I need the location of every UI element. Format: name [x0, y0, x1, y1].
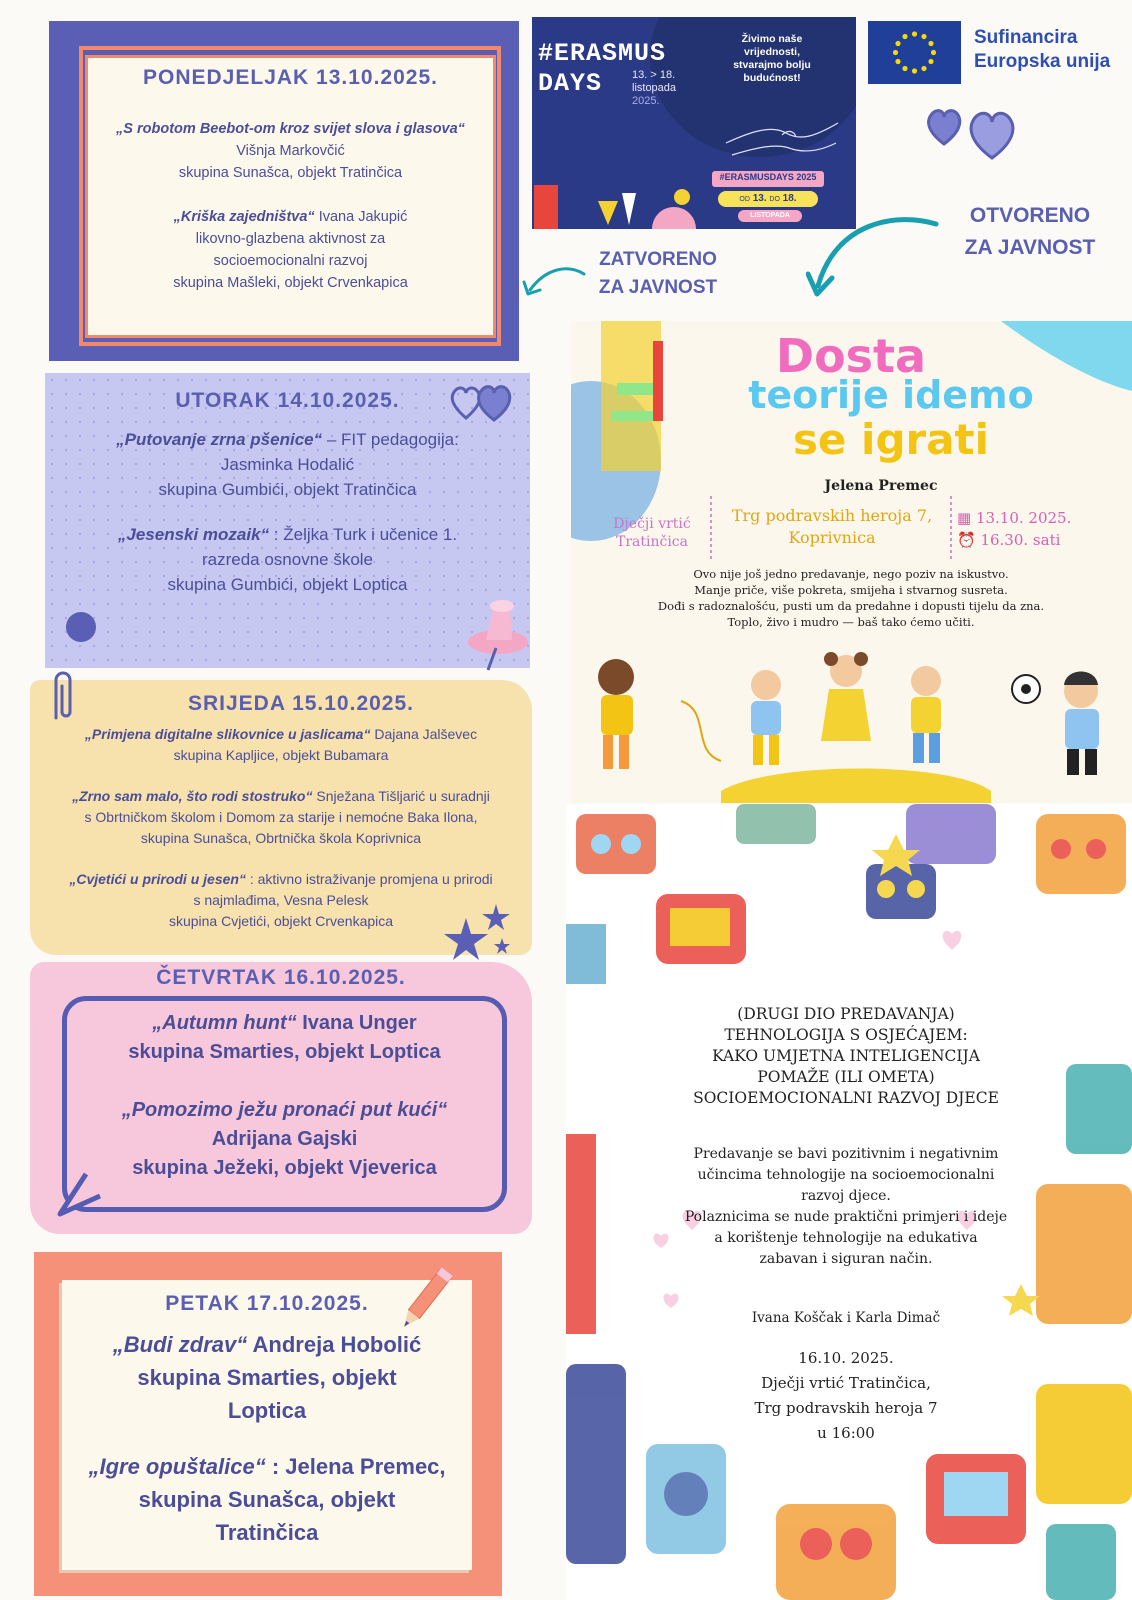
tuesday-event-1-title: „Putovanje zrna pšenice“ — [116, 430, 323, 449]
pencil-icon — [394, 1262, 456, 1338]
workshop-poster — [571, 321, 1132, 803]
tuesday-event-1-rest: – FIT pedagogija: — [322, 430, 459, 449]
thursday-speech-bubble — [62, 996, 507, 1212]
arrow-down-icon — [806, 212, 942, 304]
monday-card — [85, 55, 496, 338]
monday-event-2-line3: socioemocionalni razvoj — [213, 253, 368, 269]
poster-desc-1: Ovo nije još jedno predavanje, nego poziv na iskustvo. — [693, 567, 1009, 581]
pushpin-icon — [460, 592, 532, 672]
lecture-desc-3: razvoj djece. — [801, 1188, 891, 1204]
closed-label-2: ZA JAVNOST — [598, 277, 718, 298]
thursday-event-2-title: „Pomozimo ježu pronaći put kući“ — [121, 1099, 448, 1121]
paperclip-icon — [46, 668, 80, 726]
erasmus-month: LISTOPADA — [738, 210, 802, 222]
lecture-place-1: Dječji vrtić Tratinčica, — [761, 1374, 931, 1392]
calendar-icon: ▦ — [957, 509, 976, 527]
lecture-place-2: Trg podravskih heroja 7 — [754, 1399, 938, 1417]
wednesday-event-1-group: skupina Kapljice, objekt Bubamara — [173, 747, 389, 763]
tuesday-event-2-group: skupina Gumbići, objekt Loptica — [167, 575, 408, 594]
wednesday-event-1-rest: Dajana Jalševec — [370, 726, 478, 742]
poster-desc-3: Dođi s radoznalošću, pusti um da predahne i dopusti tijelu da zna. — [657, 599, 1045, 613]
open-label-1: OTVORENO — [969, 204, 1091, 227]
hearts-icon — [448, 378, 518, 424]
poster-address-2: Koprivnica — [788, 528, 876, 547]
lecture-time: u 16:00 — [817, 1424, 875, 1442]
children-illustration — [571, 641, 1132, 803]
eu-stars-icon — [868, 21, 961, 84]
wednesday-event-2-title: „Zrno sam malo, što rodi stostruko“ — [72, 788, 313, 804]
friday-title: PETAK 17.10.2025. — [165, 1292, 369, 1315]
wednesday-event-2-group: skupina Sunašca, Obrtnička škola Koprivnica — [140, 830, 422, 846]
monday-event-2-group: skupina Mašleki, objekt Crvenkapica — [173, 275, 408, 291]
monday-title: PONEDJELJAK 13.10.2025. — [143, 66, 438, 89]
friday-event-2-line2: skupina Sunašca, objekt — [138, 1487, 396, 1512]
wednesday-event-2-line2: s Obrtničkom školom i Domom za starije i nemoćne Baka Ilona, — [84, 809, 478, 825]
wednesday-event-3-line2: s najmlađima, Vesna Pelesk — [193, 892, 369, 908]
poster-address-1: Trg podravskih heroja 7, — [731, 506, 933, 525]
lecture-title-3: KAKO UMJETNA INTELIGENCIJA — [712, 1047, 980, 1065]
tuesday-event-1-group: skupina Gumbići, objekt Tratinčica — [158, 480, 417, 499]
erasmus-slogan-3: stvarajmo bolju — [733, 59, 811, 71]
closed-label-1: ZATVORENO — [599, 249, 717, 270]
tuesday-event-1-author: Jasminka Hodalić — [220, 455, 355, 474]
thursday-title: ČETVRTAK 16.10.2025. — [156, 966, 406, 989]
friday-event-1-line2: skupina Smarties, objekt — [137, 1365, 397, 1390]
erasmus-range-to: DO — [769, 196, 780, 203]
poster-presenter: Jelena Premec — [824, 478, 938, 494]
wednesday-title: SRIJEDA 15.10.2025. — [187, 692, 415, 715]
eu-line-1: Sufinancira — [974, 27, 1078, 48]
clock-icon: ⏰ — [957, 531, 981, 549]
poster-venue-2: Tratinčica — [615, 534, 688, 550]
poster-time: 16.30. sati — [980, 531, 1061, 549]
open-label-2: ZA JAVNOST — [964, 236, 1096, 259]
monday-event-1-group: skupina Sunašca, objekt Tratinčica — [178, 165, 403, 181]
arrow-left-icon — [520, 262, 590, 304]
stars-icon — [442, 902, 522, 968]
monday-event-2-author: Ivana Jakupić — [314, 209, 408, 225]
purple-hearts-icon — [924, 98, 1024, 164]
wednesday-event-3-rest: : aktivno istraživanje promjena u prirodi — [245, 871, 493, 887]
poster-title-1: Dosta — [775, 329, 927, 383]
poster-title-2: teorije idemo — [748, 373, 1034, 417]
erasmus-range-b: 18. — [782, 193, 797, 204]
erasmus-slogan-1: Živimo naše — [741, 33, 803, 45]
tuesday-event-2-title: „Jesenski mozaik“ — [117, 525, 270, 544]
friday-event-1-title: „Budi zdrav“ — [112, 1332, 248, 1357]
friday-event-1-rest: Andreja Hobolić — [247, 1332, 422, 1357]
monday-event-1-title: „S robotom Beebot-om kroz svijet slova i glasova“ — [116, 121, 465, 137]
bubble-tail — [56, 1170, 106, 1218]
erasmus-range-from: OD — [739, 196, 750, 203]
thursday-event-1-group: skupina Smarties, objekt Loptica — [128, 1041, 441, 1063]
thursday-event-2-group: skupina Ježeki, objekt Vjeverica — [132, 1157, 437, 1179]
erasmus-slogan-4: budućnost! — [743, 72, 801, 84]
thursday-event-1-rest: Ivana Unger — [296, 1012, 417, 1034]
lecture-desc-6: zabavan i siguran način. — [759, 1251, 933, 1267]
monday-event-1-author: Višnja Markovčić — [236, 143, 345, 159]
monday-event-2-line2: likovno-glazbena aktivnost za — [195, 231, 386, 247]
erasmus-slogan-2: vrijednosti, — [743, 46, 800, 58]
tuesday-event-2-line2: razreda osnovne škole — [201, 550, 374, 569]
erasmus-hashtag: #ERASMUSDAYS 2025 — [719, 172, 817, 182]
wednesday-event-1-title: „Primjena digitalne slikovnice u jaslicama“ — [84, 726, 371, 742]
erasmus-logo-1: #ERASMUS — [538, 39, 667, 68]
dot-decoration — [66, 612, 96, 642]
lecture-desc-5: a korištenje tehnologije na edukativa — [714, 1230, 978, 1246]
wednesday-event-2-rest: Snježana Tišljarić u suradnji — [312, 788, 490, 804]
lecture-title-5: SOCIOEMOCIONALNI RAZVOJ DJECE — [693, 1089, 999, 1107]
lecture-date: 16.10. 2025. — [798, 1349, 894, 1367]
lecture-title-2: TEHNOLOGIJA S OSJEĆAJEM: — [724, 1026, 968, 1044]
thursday-event-2-author: Adrijana Gajski — [211, 1128, 358, 1150]
erasmus-dates-2: listopada — [632, 82, 677, 94]
friday-event-2-title: „Igre opuštalice“ — [88, 1454, 266, 1479]
tuesday-title: UTORAK 14.10.2025. — [175, 389, 400, 412]
erasmus-logo-2: DAYS — [538, 69, 603, 98]
hands-icon — [722, 103, 842, 163]
lecture-poster — [566, 804, 1132, 1600]
eu-flag — [868, 21, 961, 84]
thursday-event-1-title: „Autumn hunt“ — [152, 1012, 297, 1034]
erasmus-range-a: 13. — [752, 193, 767, 204]
eu-line-2: Europska unija — [974, 51, 1111, 72]
wednesday-event-3-group: skupina Cvjetići, objekt Crvenkapica — [168, 913, 394, 929]
lecture-title-1: (DRUGI DIO PREDAVANJA) — [737, 1005, 955, 1023]
poster-desc-2: Manje priče, više pokreta, smijeha i stvarnog susreta. — [694, 583, 1008, 597]
lecture-desc-2: učincima tehnologije na socioemocionalni — [697, 1167, 995, 1183]
lecture-desc-1: Predavanje se bavi pozitivnim i negativnim — [693, 1146, 999, 1162]
erasmus-days-banner — [532, 17, 856, 229]
erasmus-year: 2025. — [632, 95, 660, 107]
poster-desc-4: Toplo, živo i mudro — baš tako ćemo učiti. — [727, 615, 975, 629]
lecture-authors: Ivana Koščak i Karla Dimač — [751, 1310, 941, 1326]
poster-date: 13.10. 2025. — [975, 509, 1072, 527]
lecture-desc-4: Polaznicima se nude praktični primjeri i ideje — [684, 1209, 1008, 1225]
tuesday-event-2-rest: : Željka Turk i učenice 1. — [269, 525, 458, 544]
friday-event-2-rest: : Jelena Premec, — [265, 1454, 446, 1479]
friday-event-2-line3: Tratinčica — [215, 1520, 319, 1545]
erasmus-shapes — [532, 167, 712, 229]
erasmus-dates-1: 13. > 18. — [632, 69, 676, 81]
poster-title-3: se igrati — [792, 415, 990, 464]
monday-event-2-title: „Kriška zajedništva“ — [173, 209, 315, 225]
wednesday-event-3-title: „Cvjetići u prirodi u jesen“ — [69, 871, 246, 887]
poster-venue-1: Dječji vrtić — [613, 516, 691, 532]
friday-event-1-line3: Loptica — [227, 1398, 307, 1423]
lecture-title-4: POMAŽE (ILI OMETA) — [757, 1068, 935, 1086]
